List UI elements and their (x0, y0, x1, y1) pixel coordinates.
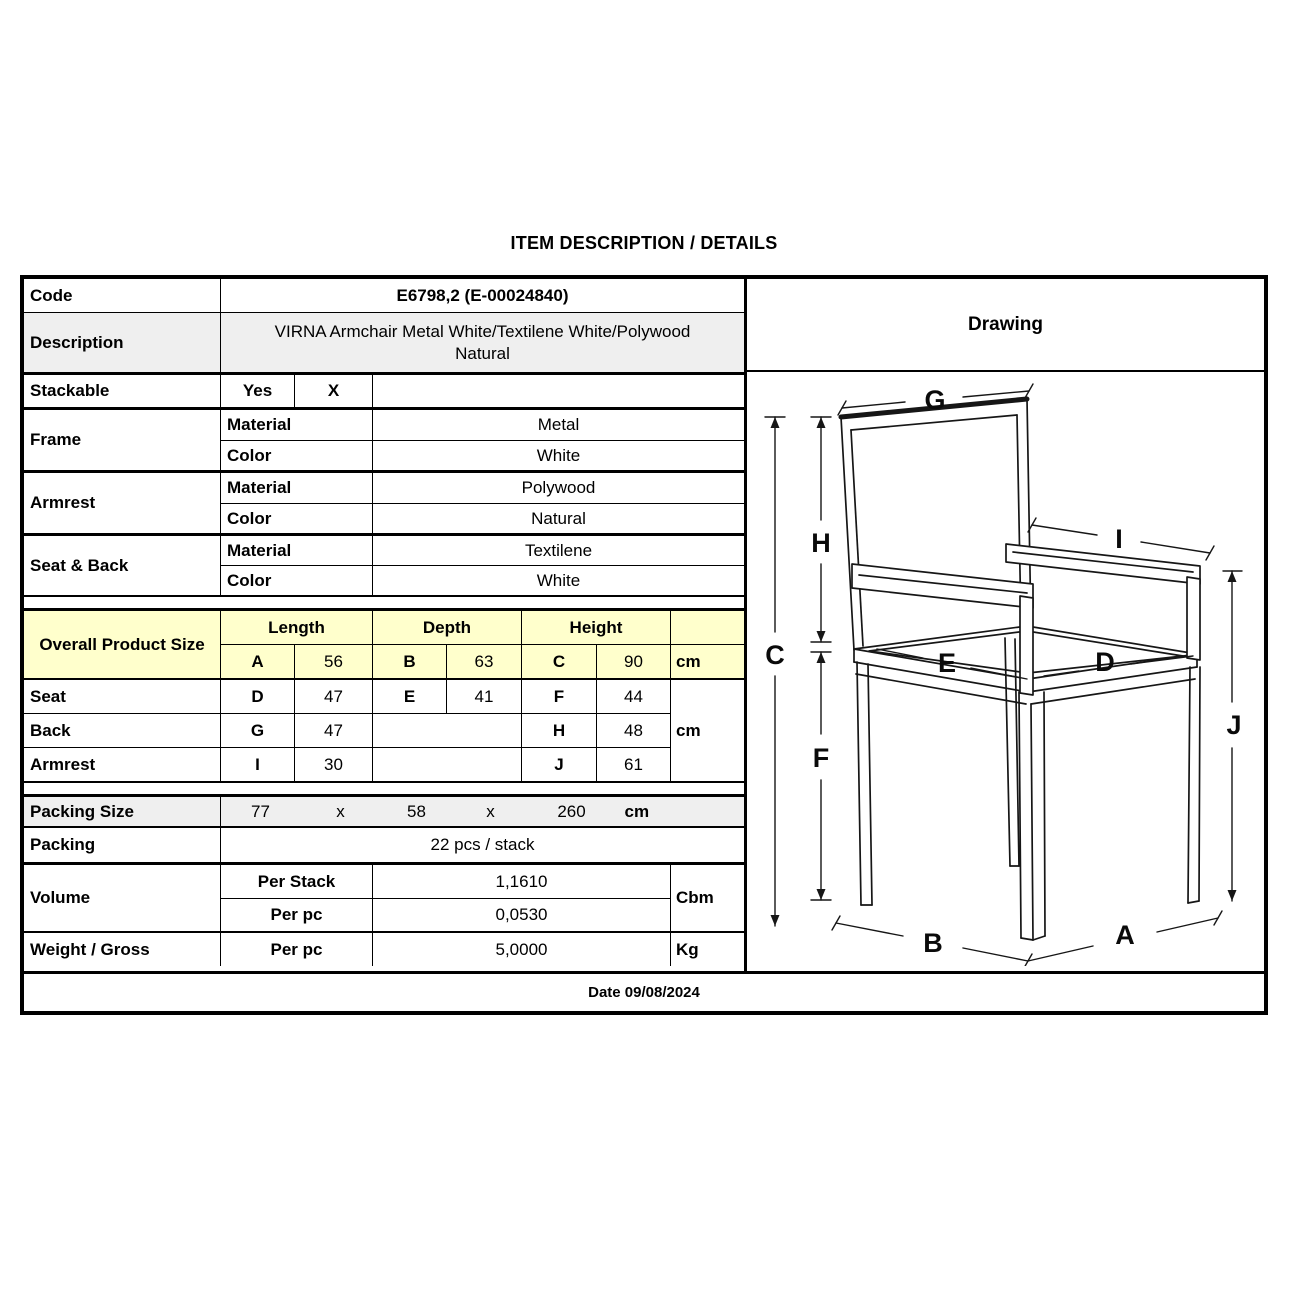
drawing-column (744, 279, 1264, 971)
seat-letter-f: F (521, 680, 596, 713)
frame-color-value: White (372, 441, 744, 471)
seat-back-rows (220, 536, 744, 595)
dim-label-e: E (937, 648, 957, 678)
size-group-depth: Depth (372, 611, 521, 644)
armrest-label: Armrest (30, 493, 96, 513)
stackable-option: Yes (220, 375, 294, 407)
packing-size-label: Packing Size (30, 801, 134, 821)
size-overall-letter-c: C (521, 645, 596, 678)
armrest-rows (220, 473, 744, 533)
frame-material-label: Material (220, 410, 372, 440)
size-overall-unit: cm (670, 645, 744, 678)
dim-label-i: I (1115, 524, 1123, 554)
size-rows-unit: cm (670, 680, 744, 781)
seat-back-material-row (220, 536, 744, 565)
spacer-row (24, 595, 744, 608)
dim-label-f: F (812, 743, 830, 773)
date-row (24, 971, 1264, 1011)
row-packing (24, 826, 744, 862)
description-value (220, 313, 744, 372)
volume-per-stack-label: Per Stack (220, 865, 372, 898)
armrest-material-value: Polywood (372, 473, 744, 503)
description-label: Description (30, 332, 124, 352)
size-body-rows (24, 680, 670, 781)
size-group-blank (670, 611, 744, 644)
section-frame (24, 407, 744, 470)
size-overall-letter-b: B (372, 645, 446, 678)
dim-label-h: H (811, 528, 831, 558)
volume-per-stack-value: 1,1610 (372, 865, 670, 898)
packing-size-h: 260 (557, 801, 586, 821)
armrest-depth-empty (372, 748, 521, 781)
seat-letter-d: D (220, 680, 294, 713)
frame-rows (220, 410, 744, 470)
page-title: ITEM DESCRIPTION / DETAILS (510, 233, 778, 253)
section-seat-back (24, 533, 744, 595)
chair-drawing (747, 372, 1264, 966)
seat-back-material-label: Material (220, 536, 372, 565)
armrest-color-value: Natural (372, 504, 744, 534)
volume-label: Volume (30, 888, 91, 908)
weight-unit: Kg (670, 933, 744, 966)
packing-size-w: 77 (251, 801, 270, 821)
size-header-rows (220, 611, 744, 678)
row-packing-size (24, 794, 744, 826)
size-overall-value-c: 90 (596, 645, 670, 678)
back-row-label: Back (30, 720, 71, 740)
armrest-material-row (220, 473, 744, 503)
size-body (24, 678, 744, 781)
spec-table-left (24, 279, 744, 971)
packing-size-d: 58 (407, 801, 426, 821)
packing-size-x2: x (486, 801, 495, 821)
frame-material-row (220, 410, 744, 440)
size-label: Overall Product Size (39, 634, 205, 654)
seat-back-color-value: White (372, 566, 744, 595)
packing-value: 22 pcs / stack (220, 828, 744, 862)
seat-value-e: 41 (446, 680, 521, 713)
dimension-lines (765, 384, 1242, 966)
weight-label: Weight / Gross (30, 939, 150, 959)
packing-size-x1: x (336, 801, 345, 821)
size-row-armrest (24, 747, 670, 781)
spacer-row (24, 781, 744, 794)
size-group-length: Length (220, 611, 372, 644)
size-overall-letter-a: A (220, 645, 294, 678)
code-label: Code (30, 285, 73, 305)
volume-per-pc-value: 0,0530 (372, 899, 670, 932)
armrest-letter-j: J (521, 748, 596, 781)
size-overall-value-b: 63 (446, 645, 521, 678)
weight-per-pc-label: Per pc (220, 933, 372, 966)
dim-label-b: B (923, 928, 943, 958)
dim-label-d: D (1095, 647, 1115, 677)
seat-back-label: Seat & Back (30, 555, 129, 575)
stackable-empty (372, 375, 744, 407)
size-row-seat (24, 680, 670, 713)
packing-size-unit: cm (624, 801, 650, 821)
date-text: Date 09/08/2024 (588, 984, 700, 1001)
seat-letter-e: E (372, 680, 446, 713)
back-value-h: 48 (596, 714, 670, 747)
volume-rows (220, 865, 670, 931)
dim-label-c: C (765, 640, 785, 670)
row-description (24, 312, 744, 372)
seat-row-label: Seat (30, 686, 66, 706)
seat-back-color-row (220, 565, 744, 595)
stackable-label: Stackable (30, 381, 110, 401)
armrest-letter-i: I (220, 748, 294, 781)
dim-label-g: G (924, 385, 946, 415)
armrest-row-label: Armrest (30, 754, 96, 774)
size-group-row (220, 611, 744, 644)
frame-label: Frame (30, 430, 82, 450)
packing-label: Packing (30, 835, 96, 855)
armrest-value-j: 61 (596, 748, 670, 781)
size-row-back (24, 713, 670, 747)
seat-back-material-value: Textilene (372, 536, 744, 565)
back-letter-h: H (521, 714, 596, 747)
armrest-material-label: Material (220, 473, 372, 503)
seat-value-d: 47 (294, 680, 372, 713)
volume-per-pc-label: Per pc (220, 899, 372, 932)
volume-per-pc-row (220, 898, 670, 932)
stackable-mark: X (294, 375, 372, 407)
size-group-height: Height (521, 611, 670, 644)
size-header (24, 608, 744, 678)
row-code (24, 279, 744, 312)
armrest-color-label: Color (220, 504, 372, 534)
drawing-header: Drawing (747, 279, 1264, 372)
size-overall-row (220, 644, 744, 678)
volume-unit: Cbm (670, 865, 744, 931)
drawing-area (747, 372, 1264, 971)
section-volume (24, 862, 744, 931)
volume-per-stack-row (220, 865, 670, 898)
frame-material-value: Metal (372, 410, 744, 440)
code-value: E6798,2 (E-00024840) (220, 279, 744, 312)
seat-value-f: 44 (596, 680, 670, 713)
armrest-value-i: 30 (294, 748, 372, 781)
chair-backrest (841, 399, 1031, 650)
weight-value: 5,0000 (372, 933, 670, 966)
back-depth-empty (372, 714, 521, 747)
frame-color-row (220, 440, 744, 471)
spec-table (20, 275, 1268, 1015)
section-armrest (24, 470, 744, 533)
row-stackable (24, 372, 744, 407)
frame-color-label: Color (220, 441, 372, 471)
seat-back-color-label: Color (220, 566, 372, 595)
dim-label-a: A (1115, 920, 1135, 950)
dim-label-j: J (1226, 710, 1242, 740)
armrest-color-row (220, 503, 744, 534)
row-weight (24, 931, 744, 966)
packing-size-value (220, 797, 744, 826)
description-text: VIRNA Armchair Metal White/Textilene White/Polywood Natural (274, 322, 691, 363)
table-body (24, 279, 1264, 971)
size-overall-value-a: 56 (294, 645, 372, 678)
back-value-g: 47 (294, 714, 372, 747)
back-letter-g: G (220, 714, 294, 747)
